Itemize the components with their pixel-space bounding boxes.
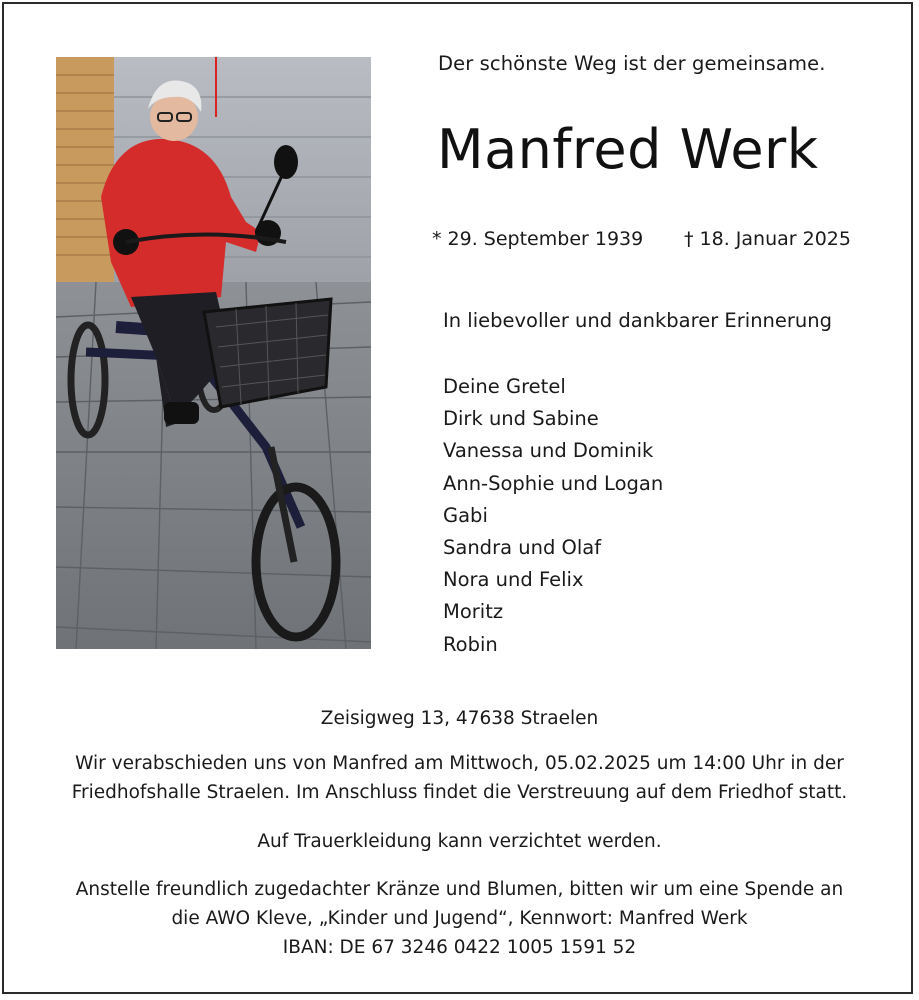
mourners-list	[443, 373, 663, 663]
service-info	[0, 749, 919, 807]
mourner-item: Ann-Sophie und Logan	[443, 471, 664, 495]
portrait-photo	[56, 57, 371, 649]
mourner-item: Moritz	[443, 600, 504, 624]
mourner-item: Robin	[443, 632, 498, 656]
service-line-1: Wir verabschieden uns von Manfred am Mittwoch, 05.02.2025 um 14:00 Uhr in der	[75, 753, 844, 774]
birth-date: * 29. September 1939	[432, 228, 644, 250]
deceased-name: Manfred Werk	[437, 118, 819, 181]
clothing-note: Auf Trauerkleidung kann verzichtet werden.	[257, 831, 662, 852]
mourner-item: Sandra und Olaf	[443, 535, 602, 559]
mourner-item: Gabi	[443, 503, 488, 527]
memory-line: In liebevoller und dankbarer Erinnerung	[443, 309, 833, 332]
motto-text: Der schönste Weg ist der gemeinsame.	[438, 52, 826, 75]
mourner-item: Vanessa und Dominik	[443, 439, 654, 463]
donation-line-2: die AWO Kleve, „Kinder und Jugend“, Kennwort: Manfred Werk	[171, 908, 748, 929]
mourner-item: Nora und Felix	[443, 568, 584, 592]
donation-info	[0, 875, 919, 962]
donation-line-1: Anstelle freundlich zugedachter Kränze und Blumen, bitten wir um eine Spende an	[75, 879, 844, 900]
mourner-item: Deine Gretel	[443, 375, 566, 398]
service-line-2: Friedhofshalle Straelen. Im Anschluss findet die Verstreuung auf dem Friedhof statt.	[71, 782, 848, 803]
donation-iban: IBAN: DE 67 3246 0422 1005 1591 52	[282, 937, 637, 958]
death-date: † 18. Januar 2025	[684, 228, 851, 250]
address-line: Zeisigweg 13, 47638 Straelen	[320, 708, 599, 729]
mourner-item: Dirk und Sabine	[443, 407, 599, 431]
